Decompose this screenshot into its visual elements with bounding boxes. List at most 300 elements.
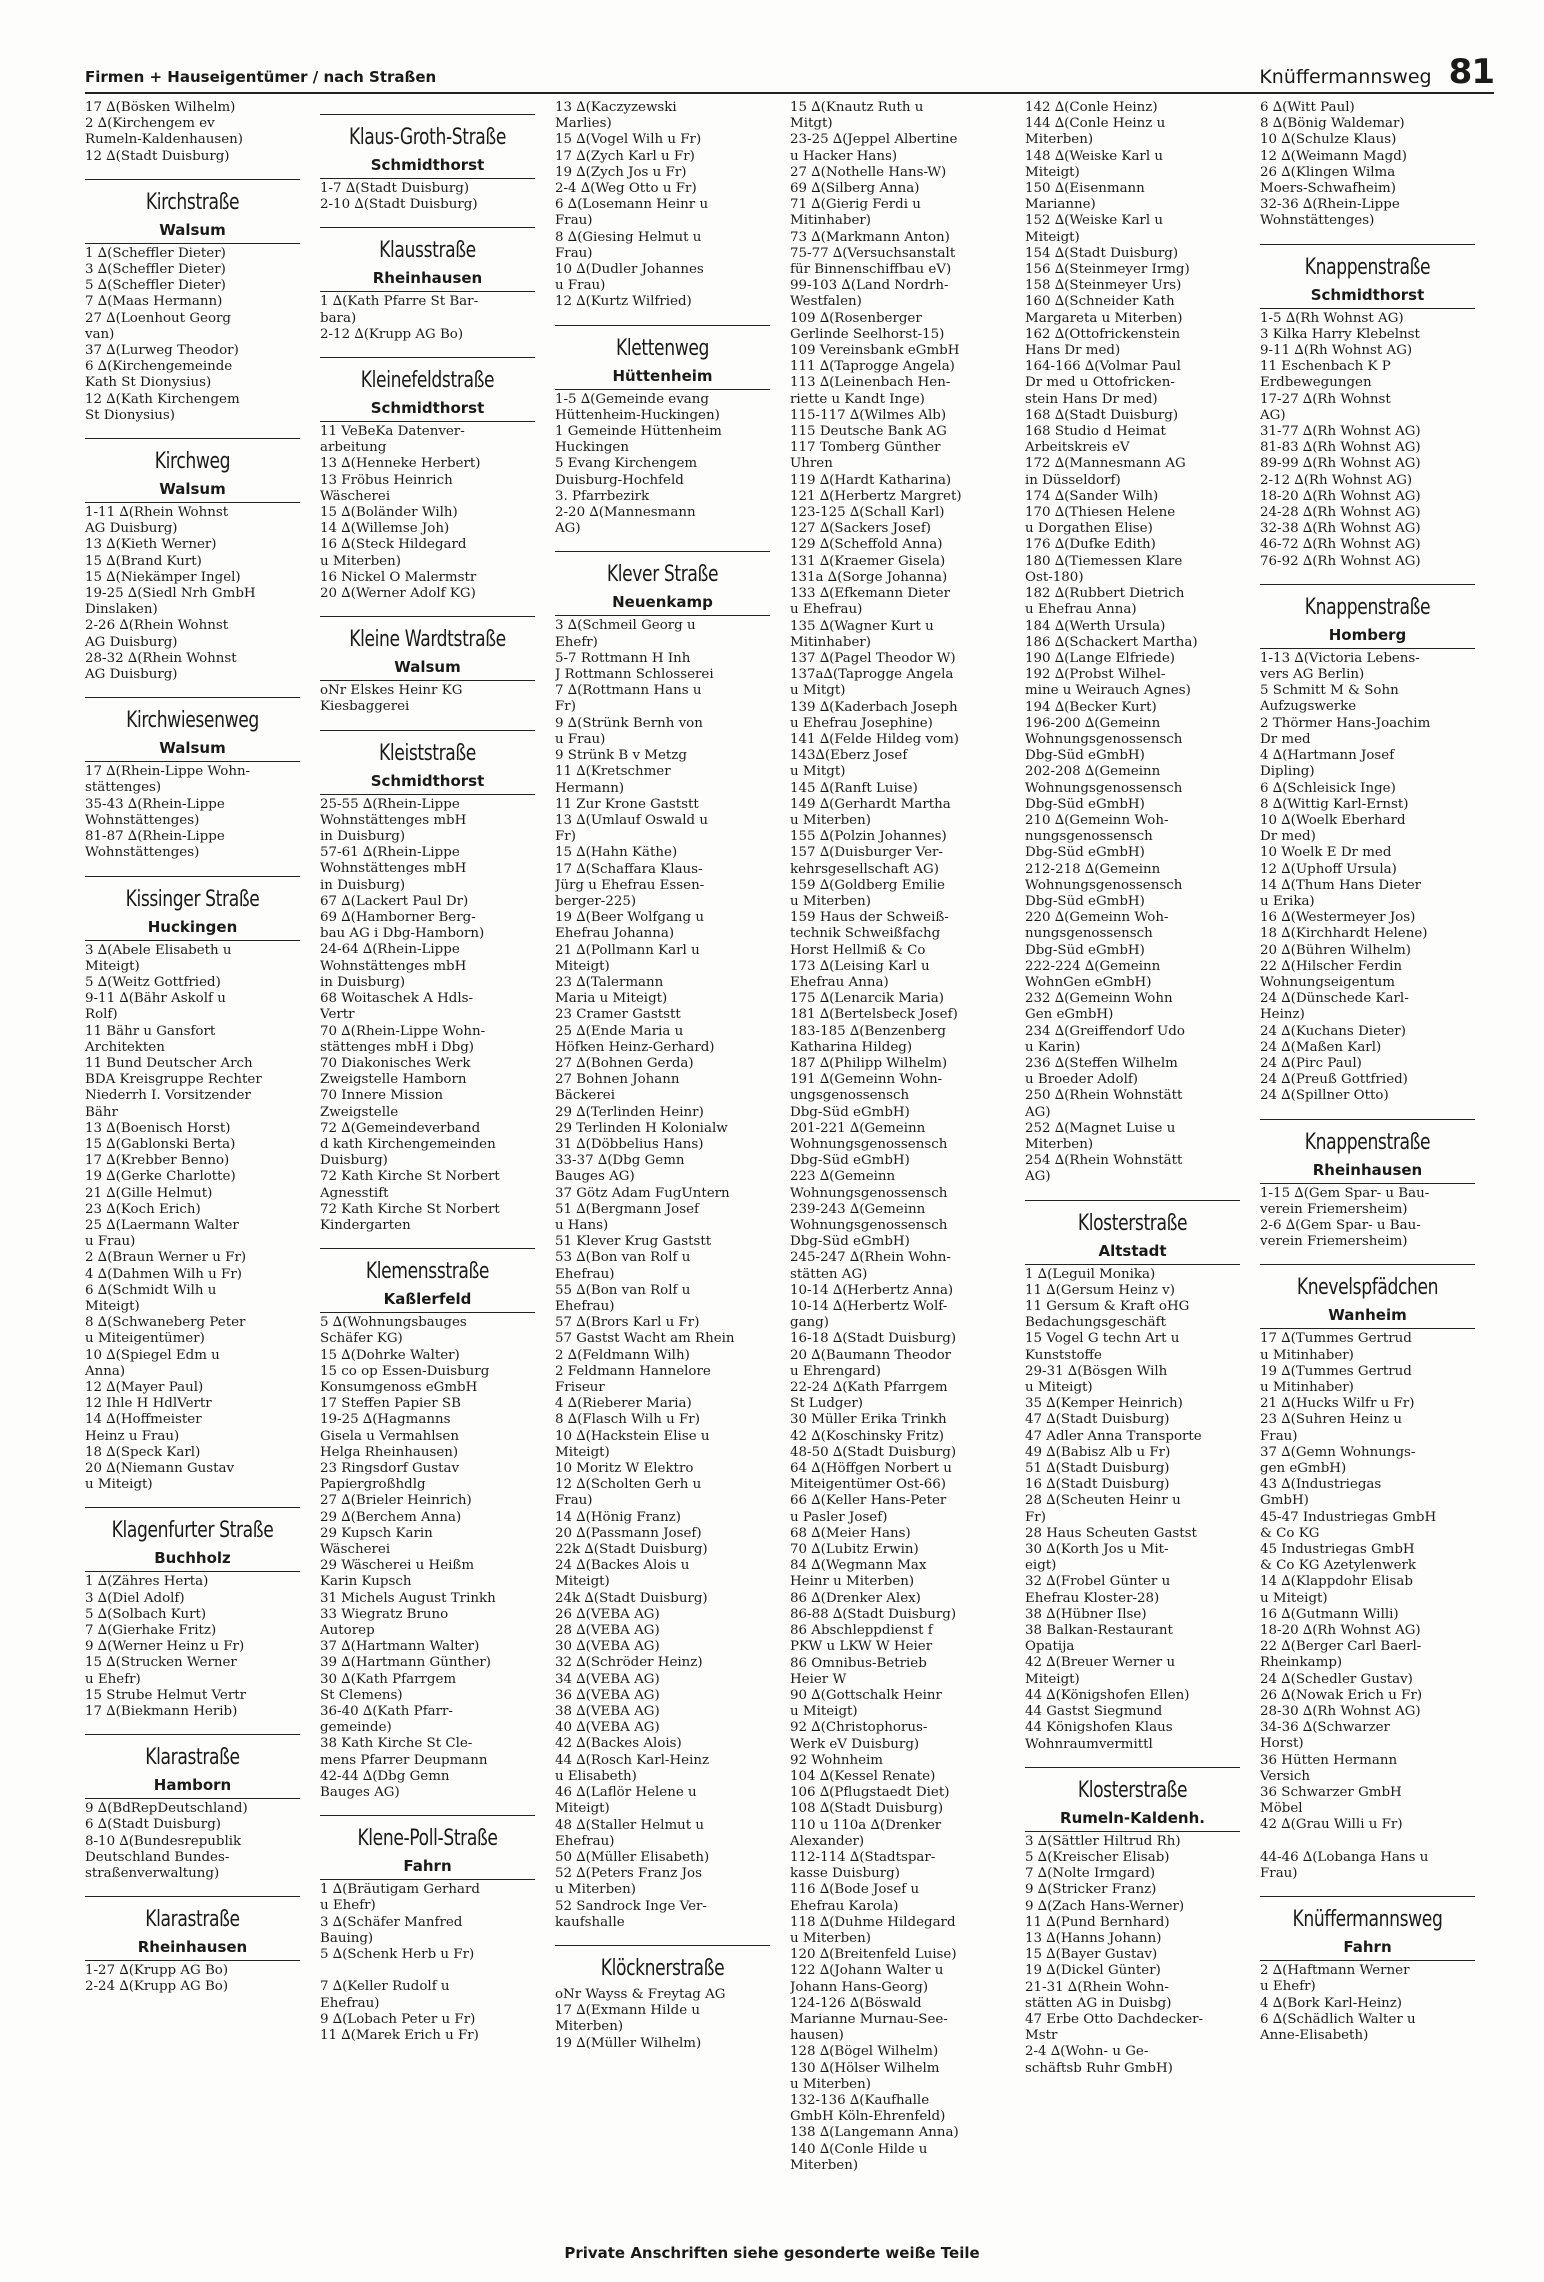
directory-entry: Bedachungsgeschäft xyxy=(1025,1315,1166,1331)
directory-entry: 19 ∆(Gerke Charlotte) xyxy=(85,1169,236,1185)
directory-entry: 21 ∆(Pollmann Karl u xyxy=(555,942,700,958)
directory-entry: 70 Innere Mission xyxy=(320,1088,444,1104)
directory-entry: u Hacker Hans) xyxy=(790,148,898,164)
directory-entry: Opatija xyxy=(1025,1639,1075,1655)
street-section xyxy=(85,1896,314,1932)
directory-entry: Heinz u Frau) xyxy=(85,1428,180,1444)
directory-entry: 210 ∆(Gemeinn Woh- xyxy=(1025,812,1169,828)
directory-entry: 1 Gemeinde Hüttenheim xyxy=(555,424,722,440)
district-name: Kaßlerfeld xyxy=(383,1290,472,1309)
directory-entry: Wäscherei xyxy=(320,488,391,504)
directory-entry: u Pasler Josef) xyxy=(790,1509,888,1525)
directory-entry: 220 ∆(Gemeinn Woh- xyxy=(1025,910,1169,926)
directory-entry: 109 ∆(Rosenberger xyxy=(790,310,922,326)
directory-entry: 32-36 ∆(Rhein-Lippe xyxy=(1260,197,1400,213)
column-1 xyxy=(85,100,320,2200)
directory-entry: 29 Wäscherei u Heißm xyxy=(320,1558,475,1574)
directory-entry: 44 Gastst Siegmund xyxy=(1025,1704,1163,1720)
directory-entry: 64 ∆(Höffgen Norbert u xyxy=(790,1461,952,1477)
directory-entry: 17 ∆(Rhein-Lippe Wohn- xyxy=(85,764,251,780)
directory-entry: u Frau) xyxy=(555,278,606,294)
directory-entry: 36 Schwarzer GmbH xyxy=(1260,1785,1402,1801)
district-name: Schmidthorst xyxy=(370,156,485,174)
directory-entry: Mitinhaber) xyxy=(790,634,872,650)
directory-entry: 3 ∆(Abele Elisabeth u xyxy=(85,942,232,958)
directory-entry: 24 ∆(Maßen Karl) xyxy=(1260,1039,1382,1055)
district-name: Buchholz xyxy=(154,1549,231,1568)
directory-entry: & Co KG Azetylenwerk xyxy=(1260,1558,1417,1574)
directory-entry: 42 ∆(Breuer Werner u xyxy=(1025,1655,1176,1671)
directory-entry: 24 ∆(Preuß Gottfried) xyxy=(1260,1072,1408,1088)
directory-entry: 23 Ringsdorf Gustav xyxy=(320,1460,460,1476)
directory-entry: 2-20 ∆(Mannesmann xyxy=(555,505,696,521)
directory-entry: Wohnstättenges mbH xyxy=(320,861,467,877)
directory-entry: Marlies) xyxy=(555,116,612,132)
directory-entry: für Binnenschiffbau eV) xyxy=(790,262,952,278)
header-section-title: Firmen + Hauseigentümer / nach Straßen xyxy=(85,68,437,86)
directory-entry: 222-224 ∆(Gemeinn xyxy=(1025,958,1161,974)
directory-entry: 45 Industriegas GmbH xyxy=(1260,1542,1415,1558)
directory-columns xyxy=(85,100,1495,2200)
directory-entry: 9 ∆(BdRepDeutschland) xyxy=(85,1801,248,1817)
directory-entry: Möbel xyxy=(1260,1801,1303,1817)
directory-entry: 223 ∆(Gemeinn xyxy=(790,1169,896,1185)
directory-entry: 52 ∆(Peters Franz Jos xyxy=(555,1866,702,1882)
directory-entry: 25 ∆(Laermann Walter xyxy=(85,1217,239,1233)
directory-entry: 51 ∆(Stadt Duisburg) xyxy=(1025,1461,1170,1477)
directory-entry: stätten AG) xyxy=(790,1266,868,1282)
directory-entry: 6 ∆(Witt Paul) xyxy=(1260,100,1355,115)
directory-entry: Papiergroßhdlg xyxy=(320,1477,426,1493)
directory-entry: 52 Sandrock Inge Ver- xyxy=(555,1898,707,1914)
directory-entry: & Co KG xyxy=(1260,1525,1320,1541)
directory-entry: St Dionysius) xyxy=(85,407,175,423)
street-section xyxy=(85,179,314,215)
directory-entry: 9-11 ∆(Bähr Askolf u xyxy=(85,991,226,1007)
directory-entry: Bauing) xyxy=(320,1930,374,1946)
directory-entry: Ehefrau) xyxy=(555,1833,615,1849)
directory-entry: Miteigt) xyxy=(1025,164,1080,180)
directory-entry: 7 ∆(Maas Hermann) xyxy=(85,294,223,310)
page-footer: Private Anschriften siehe gesonderte weiße Teile xyxy=(564,2244,980,2262)
street-heading: Klarastraße xyxy=(145,1907,240,1933)
directory-entry: 9 ∆(Strünk Bernh von xyxy=(555,715,703,731)
directory-entry: 24 ∆(Kuchans Dieter) xyxy=(1260,1023,1406,1039)
directory-entry: u Ehrengard) xyxy=(790,1363,881,1379)
directory-entry: 12 ∆(Scholten Gerh u xyxy=(555,1477,702,1493)
directory-entry: Wohnraumvermittl xyxy=(1025,1736,1153,1752)
district-divider xyxy=(1025,1831,1240,1832)
street-section xyxy=(1025,1200,1254,1236)
directory-entry: 194 ∆(Becker Kurt) xyxy=(1025,699,1157,715)
directory-entry: 155 ∆(Polzin Johannes) xyxy=(790,829,947,845)
directory-entry: 86 Abschleppdienst f xyxy=(790,1623,933,1639)
directory-entry: Fr) xyxy=(555,699,576,715)
directory-entry: 15 Vogel G techn Art u xyxy=(1025,1331,1180,1347)
directory-entry: 1 ∆(Bräutigam Gerhard xyxy=(320,1882,480,1898)
directory-entry: 130 ∆(Hölser Wilhelm xyxy=(790,2060,940,2076)
street-section xyxy=(555,325,784,361)
directory-entry: 5 ∆(Kreischer Elisab) xyxy=(1025,1849,1170,1865)
directory-entry: Bäckerei xyxy=(555,1088,615,1104)
header-street-name: Knüffermannsweg xyxy=(1259,66,1432,88)
directory-entry: 35-43 ∆(Rhein-Lippe xyxy=(85,796,225,812)
directory-entry: Anne-Elisabeth) xyxy=(1260,2028,1369,2044)
directory-entry: 15 ∆(Gablonski Berta) xyxy=(85,1136,236,1152)
directory-entry: 245-247 ∆(Rhein Wohn- xyxy=(790,1250,951,1266)
directory-entry: 23 ∆(Talermann xyxy=(555,974,664,990)
directory-entry: 44-46 ∆(Lobanga Hans u xyxy=(1260,1849,1429,1865)
directory-entry: gang) xyxy=(790,1315,829,1331)
street-section xyxy=(85,438,314,474)
directory-entry: 18 ∆(Speck Karl) xyxy=(85,1444,201,1460)
directory-entry: Anna) xyxy=(85,1363,126,1379)
street-section xyxy=(320,1815,549,1851)
directory-entry: 20 ∆(Baumann Theodor xyxy=(790,1347,952,1363)
directory-entry: in Duisburg) xyxy=(320,877,406,893)
directory-entry: 24 ∆(Spillner Otto) xyxy=(1260,1088,1389,1104)
directory-entry: 11 ∆(Gersum Heinz v) xyxy=(1025,1282,1175,1298)
directory-entry: Wäscherei xyxy=(320,1541,391,1557)
directory-entry: Dbg-Süd eGmbH) xyxy=(1025,796,1145,812)
section-divider xyxy=(320,227,535,228)
directory-entry: Katharina Hildeg) xyxy=(790,1039,913,1055)
directory-entry: 112-114 ∆(Stadtspar- xyxy=(790,1849,936,1865)
directory-entry: Dipling) xyxy=(1260,764,1315,780)
directory-entry: 70 ∆(Lubitz Erwin) xyxy=(790,1542,919,1558)
directory-entry: 9 ∆(Werner Heinz u Fr) xyxy=(85,1639,245,1655)
directory-entry: 8 ∆(Wittig Karl-Ernst) xyxy=(1260,796,1409,812)
directory-entry: 31-77 ∆(Rh Wohnst AG) xyxy=(1260,424,1421,440)
directory-entry: Miteigt) xyxy=(555,1444,610,1460)
directory-entry: 1-27 ∆(Krupp AG Bo) xyxy=(85,1963,229,1979)
district-divider xyxy=(1260,308,1475,309)
directory-entry: stättenges mbH i Dbg) xyxy=(320,1039,475,1055)
district-name: Walsum xyxy=(159,480,226,499)
directory-entry: d kath Kirchengemeinden xyxy=(320,1136,496,1152)
directory-entry: ungsgenossensch xyxy=(790,1088,910,1104)
directory-entry: 187 ∆(Philipp Wilhelm) xyxy=(790,1055,948,1071)
directory-entry: 27 ∆(Brieler Heinrich) xyxy=(320,1493,472,1509)
directory-entry: 9 ∆(Stricker Franz) xyxy=(1025,1882,1157,1898)
directory-entry: 140 ∆(Conle Hilde u xyxy=(790,2141,928,2157)
directory-entry: 173 ∆(Leising Karl u xyxy=(790,958,930,974)
directory-entry: 15 ∆(Niekämper Ingel) xyxy=(85,569,241,585)
directory-entry: Westfalen) xyxy=(790,294,862,310)
street-section xyxy=(85,1507,314,1543)
directory-entry: 4 ∆(Bork Karl-Heinz) xyxy=(1260,1995,1403,2011)
directory-entry: Frau) xyxy=(555,213,593,229)
directory-entry: Miteigt) xyxy=(555,1801,610,1817)
directory-entry: 27 ∆(Loenhout Georg xyxy=(85,310,231,326)
directory-entry: AG Duisburg) xyxy=(85,667,178,683)
directory-entry: 15 Strube Helmut Vertr xyxy=(85,1687,247,1703)
street-section xyxy=(320,730,549,766)
street-section xyxy=(85,876,314,912)
directory-entry: 23-25 ∆(Jeppel Albertine xyxy=(790,132,958,148)
directory-entry: Agnesstift xyxy=(320,1185,389,1201)
directory-entry: 11 VeBeKa Datenver- xyxy=(320,424,465,440)
district-name: Hüttenheim xyxy=(612,366,713,385)
directory-entry: bara) xyxy=(320,310,357,326)
directory-entry: 10 Woelk E Dr med xyxy=(1260,845,1392,861)
district-name: Fahrn xyxy=(403,1857,452,1876)
directory-entry: 2 ∆(Braun Werner u Fr) xyxy=(85,1250,247,1266)
directory-entry: 89-99 ∆(Rh Wohnst AG) xyxy=(1260,456,1421,472)
street-heading: Kleinefeldstraße xyxy=(360,368,495,394)
directory-entry: 36 ∆(VEBA AG) xyxy=(555,1687,660,1703)
directory-entry: in Duisburg) xyxy=(320,829,406,845)
directory-entry: 27 ∆(Bohnen Gerda) xyxy=(555,1055,694,1071)
directory-entry: u Mitgt) xyxy=(790,683,846,699)
district-divider xyxy=(1025,1264,1240,1265)
directory-entry: Kunststoffe xyxy=(1025,1347,1102,1363)
directory-entry: oNr Elskes Heinr KG xyxy=(320,683,463,699)
directory-entry: 44 Königshofen Klaus xyxy=(1025,1720,1173,1736)
directory-entry: 28 ∆(VEBA AG) xyxy=(555,1623,660,1639)
directory-entry: 70 Diakonisches Werk xyxy=(320,1055,471,1071)
directory-entry: 40 ∆(VEBA AG) xyxy=(555,1720,660,1736)
directory-entry: 71 ∆(Gierig Ferdi u xyxy=(790,197,921,213)
directory-entry: 21 ∆(Gille Helmut) xyxy=(85,1185,213,1201)
directory-entry: 202-208 ∆(Gemeinn xyxy=(1025,764,1161,780)
directory-entry: 192 ∆(Probst Wilhel- xyxy=(1025,667,1166,683)
directory-entry: 11 ∆(Kretschmer xyxy=(555,764,671,780)
district-divider xyxy=(555,389,770,390)
directory-entry: 73 ∆(Markmann Anton) xyxy=(790,229,950,245)
district-divider xyxy=(85,243,300,244)
directory-entry: 2 ∆(Haftmann Werner xyxy=(1260,1963,1410,1979)
directory-entry: 152 ∆(Weiske Karl u xyxy=(1025,213,1163,229)
directory-entry: 44 ∆(Rosch Karl-Heinz xyxy=(555,1752,710,1768)
directory-entry: 6 ∆(Losemann Heinr u xyxy=(555,197,709,213)
directory-entry: u Miterben) xyxy=(790,2076,871,2092)
directory-entry: in Duisburg) xyxy=(320,974,406,990)
directory-entry: 24-64 ∆(Rhein-Lippe xyxy=(320,942,460,958)
directory-entry: 45-47 Industriegas GmbH xyxy=(1260,1509,1437,1525)
street-heading: Klöcknerstraße xyxy=(600,1955,725,1981)
column-5 xyxy=(1025,100,1260,2200)
directory-entry: 175 ∆(Lenarcik Maria) xyxy=(790,991,944,1007)
directory-entry: Horst Hellmiß & Co xyxy=(790,942,926,958)
district-name: Hamborn xyxy=(153,1776,232,1795)
directory-entry: Wohnstättenges) xyxy=(85,845,200,861)
directory-entry: 135 ∆(Wagner Kurt u xyxy=(790,618,934,634)
district-name: Rheinhausen xyxy=(137,1938,248,1957)
directory-entry: 48 ∆(Staller Helmut u xyxy=(555,1817,705,1833)
district-divider xyxy=(1260,1960,1475,1961)
street-heading: Knappenstraße xyxy=(1304,254,1431,280)
street-heading: Knevelspfädchen xyxy=(1296,1275,1439,1301)
directory-entry: 145 ∆(Ranft Luise) xyxy=(790,780,918,796)
directory-entry: 10-14 ∆(Herbertz Wolf- xyxy=(790,1299,948,1315)
directory-entry: 181 ∆(Bertelsbeck Josef) xyxy=(790,1007,958,1023)
directory-entry: 57-61 ∆(Rhein-Lippe xyxy=(320,845,460,861)
directory-entry: 104 ∆(Kessel Renate) xyxy=(790,1768,936,1784)
directory-entry: 111 ∆(Taprogge Angela) xyxy=(790,359,955,375)
street-heading: Knüffermannsweg xyxy=(1292,1907,1443,1933)
directory-entry: 1 ∆(Zähres Herta) xyxy=(85,1574,209,1590)
directory-entry: 5 ∆(Wohnungsbauges xyxy=(320,1315,467,1331)
directory-entry xyxy=(320,1963,549,1979)
directory-entry: 13 ∆(Boenisch Horst) xyxy=(85,1120,231,1136)
directory-entry: 113 ∆(Leinenbach Hen- xyxy=(790,375,951,391)
directory-entry: Dbg-Süd eGmbH) xyxy=(1025,893,1145,909)
district-name: Walsum xyxy=(394,658,461,677)
directory-entry: Uhren xyxy=(790,456,833,472)
directory-entry: Dr med) xyxy=(1260,829,1316,845)
directory-entry: 51 ∆(Bergmann Josef xyxy=(555,1201,699,1217)
directory-entry: 138 ∆(Langemann Anna) xyxy=(790,2125,959,2141)
directory-entry: 46 ∆(Laflör Helene u xyxy=(555,1785,697,1801)
directory-entry: J Rottmann Schlosserei xyxy=(555,667,714,683)
directory-entry: Konsumgenoss eGmbH xyxy=(320,1379,478,1395)
directory-entry: u Dorgathen Elise) xyxy=(1025,521,1153,537)
directory-entry: 191 ∆(Gemeinn Wohn- xyxy=(790,1072,943,1088)
directory-entry: 29 ∆(Berchem Anna) xyxy=(320,1509,462,1525)
directory-entry: Miteigt) xyxy=(555,1574,610,1590)
page-number: 81 xyxy=(1448,52,1494,92)
directory-entry: 13 ∆(Henneke Herbert) xyxy=(320,456,481,472)
directory-entry: 32 ∆(Frobel Günter u xyxy=(1025,1574,1171,1590)
directory-entry: Wohnungsgenossensch xyxy=(790,1137,948,1152)
directory-entry: 28-32 ∆(Rhein Wohnst xyxy=(85,650,237,666)
street-heading: Klosterstraße xyxy=(1077,1777,1188,1803)
directory-entry: 28 Haus Scheuten Gastst xyxy=(1025,1525,1197,1541)
directory-entry: 15 ∆(Brand Kurt) xyxy=(85,553,202,569)
directory-entry: 141 ∆(Felde Hildeg vom) xyxy=(790,731,960,747)
directory-entry: 14 ∆(Thum Hans Dieter xyxy=(1260,877,1422,893)
directory-entry: 14 ∆(Hönig Franz) xyxy=(555,1509,681,1525)
directory-entry: Autorep xyxy=(320,1623,375,1638)
directory-entry: PKW u LKW W Heier xyxy=(790,1639,933,1655)
directory-entry: 43 ∆(Industriegas xyxy=(1260,1477,1382,1493)
directory-entry: 8 ∆(Bönig Waldemar) xyxy=(1260,116,1405,132)
directory-entry: 17 ∆(Krebber Benno) xyxy=(85,1153,230,1169)
directory-entry: 10 Moritz W Elektro xyxy=(555,1461,694,1477)
directory-entry: Frau) xyxy=(555,245,593,261)
directory-entry: 30 ∆(VEBA AG) xyxy=(555,1639,660,1655)
directory-entry: 196-200 ∆(Gemeinn xyxy=(1025,715,1161,731)
directory-entry: Kath St Dionysius) xyxy=(85,375,212,391)
directory-entry: Werk eV Duisburg) xyxy=(790,1736,920,1752)
directory-entry: 90 ∆(Gottschalk Heinr xyxy=(790,1687,942,1703)
directory-entry: 172 ∆(Mannesmann AG xyxy=(1025,456,1186,472)
district-divider xyxy=(85,1798,300,1799)
directory-entry: 29-31 ∆(Bösgen Wilh xyxy=(1025,1363,1168,1379)
directory-entry: 115-117 ∆(Wilmes Alb) xyxy=(790,407,947,423)
directory-entry: 46-72 ∆(Rh Wohnst AG) xyxy=(1260,537,1421,553)
directory-entry: 69 ∆(Hamborner Berg- xyxy=(320,910,476,926)
directory-entry: 16 ∆(Stadt Duisburg) xyxy=(1025,1477,1170,1493)
directory-entry: 10 ∆(Hackstein Elise u xyxy=(555,1428,710,1444)
directory-entry: kehrsgesellschaft AG) xyxy=(790,861,939,877)
directory-entry: Gen eGmbH) xyxy=(1025,1007,1114,1023)
district-name: Rumeln-Kaldenh. xyxy=(1060,1808,1205,1827)
directory-entry: 28 ∆(Scheuten Heinr u xyxy=(1025,1493,1181,1509)
directory-entry: Dbg-Süd eGmbH) xyxy=(790,1234,910,1250)
directory-entry: in Düsseldorf) xyxy=(1025,472,1121,488)
directory-entry: 72 ∆(Gemeindeverband xyxy=(320,1120,481,1136)
directory-entry: Maria u Miteigt) xyxy=(555,991,668,1007)
section-divider xyxy=(1260,1119,1475,1120)
directory-entry: 180 ∆(Tiemessen Klare xyxy=(1025,553,1183,569)
directory-entry: 17 ∆(Tummes Gertrud xyxy=(1260,1331,1412,1347)
directory-entry: 1-5 ∆(Gemeinde evang xyxy=(555,391,709,407)
directory-entry: Marianne Murnau-See- xyxy=(790,2011,948,2027)
directory-entry: 72 Kath Kirche St Norbert xyxy=(320,1169,500,1185)
directory-entry: Dr med xyxy=(1260,731,1311,747)
directory-entry: 24 ∆(Schedler Gustav) xyxy=(1260,1671,1413,1687)
directory-entry: 250 ∆(Rhein Wohnstätt xyxy=(1025,1088,1183,1104)
directory-entry: 9 Strünk B v Metzg xyxy=(555,748,687,764)
directory-entry: 159 ∆(Goldberg Emilie xyxy=(790,877,945,893)
directory-entry: 186 ∆(Schackert Martha) xyxy=(1025,634,1198,650)
directory-entry: Architekten xyxy=(85,1039,165,1055)
directory-entry: u Miterben) xyxy=(790,812,871,828)
directory-entry: 19 ∆(Tummes Gertrud xyxy=(1260,1363,1412,1379)
directory-entry: 24 ∆(Dünschede Karl- xyxy=(1260,991,1409,1007)
directory-entry: 13 Fröbus Heinrich xyxy=(320,472,453,488)
street-section xyxy=(1260,1264,1489,1300)
directory-entry: 29 Kupsch Karin xyxy=(320,1525,433,1541)
district-name: Fahrn xyxy=(1343,1938,1392,1957)
section-divider xyxy=(555,325,770,326)
directory-entry: Ehefrau Johanna) xyxy=(555,926,675,942)
directory-entry: Friseur xyxy=(555,1380,605,1396)
directory-entry: Fr) xyxy=(555,829,576,845)
directory-entry: 2-4 ∆(Wohn- u Ge- xyxy=(1025,2044,1149,2060)
directory-entry: Dbg-Süd eGmbH) xyxy=(1025,748,1145,764)
directory-entry: Rumeln-Kaldenhausen) xyxy=(85,132,244,148)
district-name: Rheinhausen xyxy=(372,269,483,288)
directory-entry: 131a ∆(Sorge Johanna) xyxy=(790,569,948,585)
directory-entry: 10-14 ∆(Herbertz Anna) xyxy=(790,1282,954,1298)
street-section xyxy=(1260,584,1489,620)
directory-entry: 6 ∆(Stadt Duisburg) xyxy=(85,1817,222,1833)
directory-entry: 2-26 ∆(Rhein Wohnst xyxy=(85,618,229,634)
directory-entry: 48-50 ∆(Stadt Duisburg) xyxy=(790,1444,957,1460)
directory-entry: 16 Nickel O Malermstr xyxy=(320,569,477,585)
directory-entry: 13 ∆(Hanns Johann) xyxy=(1025,1930,1162,1946)
directory-entry: 38 Balkan-Restaurant xyxy=(1025,1623,1173,1639)
directory-entry: 5 Evang Kirchengem xyxy=(555,456,698,472)
directory-entry: 11 ∆(Pund Bernhard) xyxy=(1025,1914,1170,1930)
directory-entry: Mitinhaber) xyxy=(790,213,872,229)
directory-entry: 12 ∆(Kath Kirchengem xyxy=(85,391,240,407)
directory-entry: Miteigt) xyxy=(1025,1671,1080,1687)
directory-entry: 14 ∆(Klappdohr Elisab xyxy=(1260,1574,1413,1590)
directory-entry: 4 ∆(Rieberer Maria) xyxy=(555,1396,692,1412)
directory-entry: 25-55 ∆(Rhein-Lippe xyxy=(320,796,460,812)
directory-entry: 133 ∆(Efkemann Dieter xyxy=(790,586,950,602)
directory-entry: 20 ∆(Niemann Gustav xyxy=(85,1461,235,1476)
directory-entry: 75-77 ∆(Versuchsanstalt xyxy=(790,245,956,261)
directory-entry: u Miteigt) xyxy=(85,1477,153,1493)
section-divider xyxy=(320,357,535,358)
directory-entry: 34-36 ∆(Schwarzer xyxy=(1260,1720,1390,1736)
directory-entry: kaufshalle xyxy=(555,1914,625,1930)
directory-entry: 137a∆(Taprogge Angela xyxy=(790,667,954,683)
directory-entry: Miteigt) xyxy=(85,1298,140,1314)
street-section xyxy=(320,357,549,393)
directory-entry: 143∆(Eberz Josef xyxy=(790,748,908,764)
directory-entry: 32-38 ∆(Rh Wohnst AG) xyxy=(1260,521,1421,537)
directory-entry: 3 ∆(Scheffler Dieter) xyxy=(85,262,226,278)
directory-entry: 183-185 ∆(Benzenberg xyxy=(790,1023,946,1039)
directory-entry: 29 ∆(Terlinden Heinr) xyxy=(555,1104,704,1120)
directory-entry: technik Schweißfachg xyxy=(790,926,941,942)
